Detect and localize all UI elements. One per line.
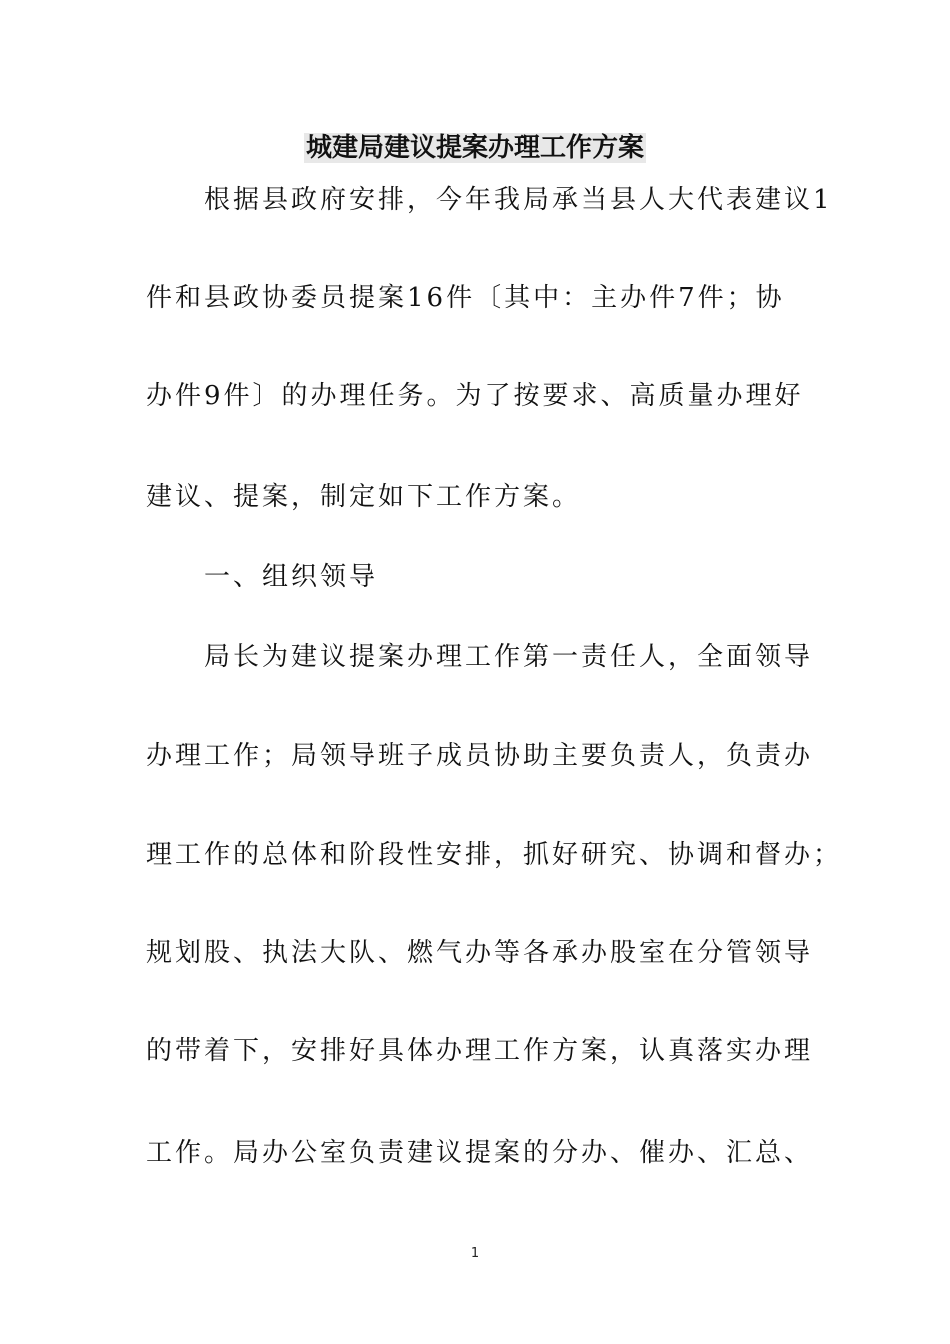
paragraph-line: 根据县政府安排，今年我局承当县人大代表建议1	[204, 185, 833, 215]
paragraph-line: 工作。局办公室负责建议提案的分办、催办、汇总、	[146, 1138, 814, 1168]
paragraph-line: 建议、提案，制定如下工作方案。	[146, 482, 582, 512]
page-number: 1	[470, 1246, 480, 1261]
section-heading: 一、组织领导	[204, 562, 379, 592]
paragraph-line: 件和县政协委员提案16件〔其中：主办件7件；协	[146, 283, 785, 313]
paragraph-line: 规划股、执法大队、燃气办等各承办股室在分管领导	[146, 938, 814, 968]
paragraph-line: 理工作的总体和阶段性安排，抓好研究、协调和督办；	[146, 840, 843, 870]
paragraph-line: 局长为建议提案办理工作第一责任人，全面领导	[204, 642, 814, 672]
paragraph-line: 办理工作；局领导班子成员协助主要负责人，负责办	[146, 741, 814, 771]
document-title-text: 城建局建议提案办理工作方案	[305, 133, 644, 163]
paragraph-line: 的带着下，安排好具体办理工作方案，认真落实办理	[146, 1036, 814, 1066]
paragraph-line: 办件9件〕的办理任务。为了按要求、高质量办理好	[146, 381, 804, 411]
document-title	[0, 128, 950, 168]
